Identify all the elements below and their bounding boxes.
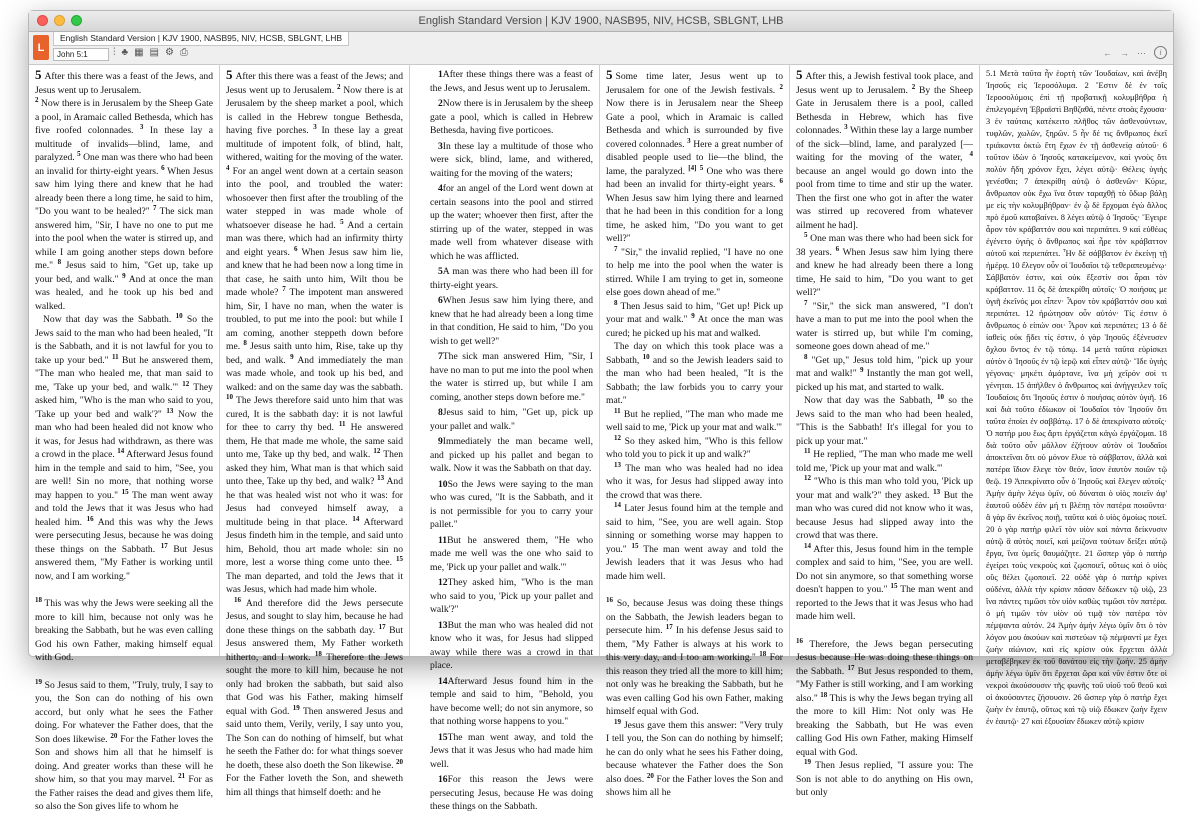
- verse-number: 9: [122, 271, 126, 280]
- niv-column[interactable]: [599, 64, 789, 798]
- verse-number: 5: [699, 163, 704, 172]
- verse-text: And he that was healed wist not who it was: for Jesus had conveyed himself away, a multitude being in that place.: [226, 476, 403, 528]
- verse-number: 11: [614, 406, 621, 415]
- verse-number: 6: [835, 244, 840, 253]
- verse-text: and so the Jewish leaders said to the man who had been healed, "It is the Sabbath; the law forbids you to carry your mat.": [606, 354, 783, 406]
- verse-text: In these lay a multitude of invalids—blind, lame, and paralyzed.: [35, 125, 213, 163]
- verse-text: Within these lay a large number of the sick—blind, lame, and paralyzed [—waiting for the moving of the water,: [796, 125, 973, 163]
- verse-number: 13: [933, 487, 941, 496]
- verse-text: Therefore, the Jews began persecuting Jesus because He was doing these things on the Sabbath.: [796, 638, 973, 677]
- verse-text: When Jesus saw him lying there and learned that he had been in this condition for a long time, he asked him, "Do you want to get well?": [606, 192, 783, 244]
- verse-number: 3: [687, 136, 691, 145]
- verse-text: Jesus said to him, "Get up, take up your bed, and walk.": [35, 260, 213, 285]
- verse-text: Afterward Jesus found him in the temple and said to him, "See, you are well! Sin no more, that nothing worse may happen to you.": [35, 449, 213, 501]
- verse-text: Now there is in Jerusalem near the Sheep Gate a pool, which in Aramaic is called Bethesda and which is surrounded by five covered colonnades.: [606, 98, 783, 150]
- verse-text: so the Jews said to the man who had been healed, "This is the Sabbath! It's illegal for you to pick up your mat.": [796, 395, 973, 447]
- chapter-number: 5: [226, 67, 233, 82]
- verse-text: But he answered them, "The man who healed me, that man said to me, 'Take up your bed, and walk.'": [35, 354, 213, 393]
- nasb-verse-line: [416, 619, 593, 673]
- verse-number: 16: [606, 595, 613, 604]
- verse-number: 16: [796, 636, 803, 645]
- verse-number: 7: [804, 298, 808, 307]
- nasb-verse-line: [416, 182, 593, 263]
- verse-text: Then Jesus said to him, "Get up! Pick up your mat and walk.": [606, 300, 783, 325]
- verse-number: 7: [282, 284, 286, 293]
- verse-number: 16: [86, 514, 94, 523]
- verse-text: This was why the Jews were seeking all the more to kill him, because not only was he breaking the Sabbath, but he was even calling God his own Father, making himself equal with God.: [35, 598, 213, 663]
- verse-number: 5: [340, 217, 344, 226]
- verse-number: 18: [314, 649, 322, 658]
- reference-input[interactable]: John 5:1: [53, 48, 109, 61]
- nasb-verse-line: [416, 265, 593, 292]
- nasb-column[interactable]: [409, 64, 599, 812]
- back-arrow-icon[interactable]: ←: [1103, 47, 1112, 58]
- verse-number: 5: [438, 266, 443, 277]
- verse-text: for an angel of the Lord went down at certain seasons into the pool and stirred up the water; whoever then first, after the stirring up of the water, stepped in was made well from whatever disease with which he was afflicted.: [430, 183, 593, 262]
- verse-text: But the man who was cured did not know who it was, because Jesus had slipped away into the crowd that was there.: [796, 489, 973, 541]
- verse-text: Then answered Jesus and said unto them, Verily, verily, I say unto you, The Son can do nothing of himself, but what he seeth the Father do: for what things soever he doeth, these also doeth the Son likewise.: [226, 705, 403, 771]
- verse-number: 3: [313, 122, 317, 131]
- esv-column[interactable]: [29, 64, 219, 812]
- verse-text: But Jesus answered them, My Father worketh hitherto, and I work.: [226, 624, 403, 663]
- verse-number: 20: [396, 757, 403, 766]
- verse-number: 12: [804, 473, 811, 482]
- visual-filter-icon[interactable]: ⫶: [113, 47, 116, 58]
- verse-number: 10: [937, 392, 944, 401]
- verse-number: 13: [614, 460, 621, 469]
- verse-number: 9: [859, 365, 864, 374]
- verse-text: "Who is this man who told you, 'Pick up your mat and walk'?" they asked.: [796, 476, 973, 501]
- panel-toolbar: [29, 32, 1173, 65]
- verse-text: In these lay a great multitude of impotent folk, of blind, halt, withered, waiting for the moving of the water.: [226, 125, 403, 163]
- verse-text: For the Father loveth the Son, and sheweth him all things that himself doeth: and he: [226, 773, 403, 798]
- verse-text: When Jesus saw him lie, and knew that he had been now a long time in that case, he saith unto him, Wilt thou be made whole?: [226, 246, 403, 298]
- verse-text: When Jesus saw him lying there, and knew that he had already been a long time in that condition, He said to him, "Do you wish to get well?": [430, 295, 593, 347]
- verse-number: 3: [139, 122, 144, 131]
- verse-text: Later Jesus found him at the temple and said to him, "See, you are well again. Stop sinning or something worse may happen to you.": [606, 503, 783, 555]
- verse-text: The day on which this took place was a Sabbath,: [606, 341, 783, 366]
- verse-text: But he answered them, "He who made me well was the one who said to me, 'Pick up your pallet and walk.'": [430, 534, 593, 573]
- verse-text: They asked him, "Who is the man who said to you, 'Pick up your pallet and walk'?": [430, 577, 593, 615]
- verse-number: 8: [57, 257, 62, 266]
- verse-number: 5: [804, 230, 808, 239]
- verse-text: The impotent man answered him, Sir, I have no man, when the water is troubled, to put me into the pool: but while I am coming, another steppeth down before me.: [226, 287, 403, 352]
- verse-text: Now the man who had been healed did not know who it was, for Jesus had withdrawn, as there was a crowd in the place.: [35, 408, 213, 460]
- verse-number: 18: [759, 649, 767, 658]
- verse-number: 11: [804, 446, 811, 455]
- verse-text: One who was there had been an invalid for thirty-eight years.: [606, 165, 783, 190]
- verse-text: Instantly the man got well, picked up his mat, and started to walk.: [796, 368, 973, 393]
- verse-text: After this there was a feast of the Jews, and Jesus went up to Jerusalem.: [35, 71, 213, 96]
- verse-text: For an angel went down at a certain season into the pool, and troubled the water: whosoever then first after the troubling of the water stepped in was made whole of whatsoever disease he had.: [226, 165, 403, 231]
- verse-number: 2: [336, 82, 341, 91]
- verse-number: 15: [396, 554, 403, 563]
- verse-number: 12: [182, 379, 190, 388]
- verse-text: One man was there who had been an invalid for thirty-eight years.: [35, 152, 213, 177]
- verse-text: The man departed, and told the Jews that it was Jesus, which had made him whole.: [226, 570, 403, 595]
- verse-number: 17: [847, 663, 855, 672]
- verse-number: 15: [121, 487, 129, 496]
- verse-text: Now there is in Jerusalem by the Sheep Gate a pool, in Aramaic called Bethesda, which has five roofed colonnades.: [35, 98, 214, 136]
- verse-text: Jesus gave them this answer: "Very truly I tell you, the Son can do nothing by himself; he can do only what he sees his Father doing, because whatever the Father does the Son also does.: [606, 719, 783, 785]
- nasb-verse-list: [416, 68, 593, 814]
- window-title: English Standard Version | KJV 1900, NASB95, NIV, HCSB, SBLGNT, LHB: [418, 15, 784, 27]
- verse-text: When Jesus saw him lying there and knew that he had already been there a long time, he said to him, "Do you want to be healed?": [35, 165, 213, 217]
- verse-text: because an angel would go down into the pool from time to time and stir up the water. Then the first one who got in after the water was stirred up recovered from whatever ailment he had].: [796, 165, 973, 231]
- verse-text: This is why the Jews began trying all the more to kill Him: Not only was He breaking the Sabbath, but He was even calling God His own Father, making Himself equal with God.: [796, 692, 973, 758]
- verse-number: 3: [438, 140, 443, 152]
- verse-text: One man was there who had been sick for 38 years.: [796, 233, 974, 258]
- verse-number: 8: [614, 298, 618, 307]
- verse-number: 8: [804, 352, 808, 361]
- verse-text: But Jesus answered them, "My Father is working until now, and I am working.": [35, 543, 214, 582]
- nasb-verse-line: [416, 731, 593, 772]
- verse-number: 7: [152, 203, 157, 212]
- verse-text: For as the Father raises the dead and gives them life, so also the Son gives life to whom he: [35, 774, 213, 812]
- verse-text: Then asked they him, What man is that which said unto thee, Take up thy bed, and walk?: [226, 449, 403, 487]
- verse-number: 15: [631, 541, 639, 550]
- verse-text: And this was why the Jews were persecuting Jesus, because he was doing these things on the Sabbath.: [35, 516, 213, 555]
- verse-number: 8: [243, 338, 247, 347]
- verse-text: For this reason the Jews were persecuting Jesus, because He was doing these things on the Sabbath.: [430, 774, 593, 812]
- verse-number: 16: [438, 774, 448, 785]
- verse-number: 19: [292, 703, 300, 712]
- verse-text: The man went away, and told the Jews that it was Jesus who had made him well.: [430, 731, 593, 770]
- verse-text: The man went and reported to the Jews that it was Jesus who had made him well.: [796, 584, 973, 622]
- verse-text: But he replied, "The man who made me well said to me, 'Pick up your mat and walk.'": [606, 408, 783, 433]
- verse-text: So the Jews were saying to the man who was cured, "It is the Sabbath, and it is not permissible for you to carry your pallet.": [430, 478, 593, 530]
- verse-number: 12: [373, 446, 381, 455]
- nasb-verse-line: [416, 675, 593, 729]
- verse-number: 19: [804, 757, 811, 766]
- verse-text: Therefore the Jews sought the more to kill him, because he not only had broken the sabbath, but said also that God was his Father, making himself equal with God.: [226, 651, 403, 717]
- verse-number: 2: [911, 82, 916, 91]
- nasb-verse-line: [416, 294, 593, 348]
- verse-number: 15: [890, 581, 898, 590]
- verse-text: He replied, "The man who made me well told me, 'Pick up your mat and walk.'": [796, 449, 973, 474]
- verse-number: 16: [234, 595, 241, 604]
- verse-text: Now there is in Jerusalem by the sheep gate a pool, which is called in Hebrew Bethesda, having five porticoes.: [430, 98, 593, 136]
- nasb-verse-line: [416, 140, 593, 181]
- verse-text: And therefore did the Jews persecute Jesus, and sought to slay him, because he had done these things on the sabbath day.: [226, 597, 403, 636]
- verse-text: So the Jews said to the man who had been healed, "It is the Sabbath, and it is not lawful for you to take up your bed.": [35, 314, 213, 366]
- verse-text: Now that day was the Sabbath,: [804, 395, 933, 406]
- verse-number: 20: [646, 771, 654, 780]
- verse-number: 11: [338, 419, 346, 428]
- verse-text: "Sir," the invalid replied, "I have no one to help me into the pool when the water is stirred. While I am trying to get in, someone else goes down ahead of me.": [606, 246, 783, 298]
- verse-number: 7: [438, 351, 443, 362]
- verse-text: Jesus saith unto him, Rise, take up thy bed, and walk.: [226, 341, 403, 366]
- verse-text: Now there is at Jerusalem by the sheep market a pool, which is called in the Hebrew tongue Bethesda, having five porches.: [226, 84, 403, 136]
- verse-number: 11: [111, 352, 119, 361]
- verse-number: 9: [691, 311, 695, 320]
- panel-tools: [113, 47, 188, 59]
- verse-number: 3: [844, 122, 848, 131]
- verse-text: By the Sheep Gate in Jerusalem there is a pool, called Bethesda in Hebrew, which has five colonnades.: [796, 84, 973, 136]
- verse-number: 13: [377, 473, 385, 482]
- nasb-verse-line: [416, 576, 593, 617]
- verse-text: The Jews therefore said unto him that was cured, It is the sabbath day: it is not lawful for thee to carry thy bed.: [226, 395, 403, 433]
- verse-number: 17: [665, 622, 673, 631]
- panel-menu-icon[interactable]: ⋯: [1137, 47, 1146, 58]
- verse-text: "Sir," the sick man answered, "I don't have a man to put me into the pool when the water is stirred up, but while I'm coming, someone goes down ahead of me.": [796, 300, 973, 352]
- nasb-verse-line: [416, 406, 593, 433]
- verse-number: 9: [438, 436, 443, 447]
- verse-text: When Jesus saw him lying there and knew he had already been there a long time, He said to him, "Do you want to get well?": [796, 246, 973, 298]
- inline-icon[interactable]: ♣: [121, 47, 129, 58]
- verse-text: A man was there who had been ill for thirty-eight years.: [430, 266, 593, 291]
- chapter-number: 5: [796, 67, 803, 82]
- verse-number: 6: [779, 176, 783, 185]
- verse-text: But the man who was healed did not know who it was, for Jesus had slipped away while there was a crowd in that place.: [430, 619, 593, 671]
- verse-text: In his defense Jesus said to them, "My Father is always at his work to this very day, and I too am working.": [606, 625, 783, 663]
- verse-text: After this, a Jewish festival took place, and Jesus went up to Jerusalem.: [796, 71, 973, 96]
- resource-icon[interactable]: ▦: [134, 47, 144, 58]
- verse-text: But Jesus responded to them, "My Father is still working, and I am working also.": [796, 665, 974, 704]
- verse-number: 6: [161, 163, 165, 172]
- verse-text: Here a great number of disabled people used to lie—the blind, the lame, the paralyzed.: [606, 138, 783, 177]
- info-icon[interactable]: i: [1154, 46, 1167, 59]
- verse-text: Afterward Jesus findeth him in the temple, and said unto him, Behold, thou art made whole: sin no more, lest a worse thing come unto thee.: [226, 516, 404, 568]
- nasb-verse-line: [416, 435, 593, 476]
- verse-number: 1: [438, 69, 443, 80]
- parallel-bible-columns: [29, 64, 1173, 812]
- verse-text: After this there was a feast of the Jews; and Jesus went up to Jerusalem.: [226, 71, 403, 96]
- verse-text: And a certain man was there, which had an infirmity thirty and eight years.: [226, 219, 403, 258]
- verse-number: 13: [166, 406, 174, 415]
- verse-text: For the Father loves the Son and shows him all he: [606, 773, 784, 798]
- verse-number: 7: [614, 244, 618, 253]
- nasb-verse-line: [416, 478, 593, 532]
- verse-number: 4: [226, 163, 230, 172]
- verse-number: 11: [438, 534, 448, 546]
- nasb-verse-line: [416, 97, 593, 138]
- verse-text: He answered them, He that made me whole, the same said unto me, Take up thy bed, and walk.: [226, 422, 403, 460]
- print-icon[interactable]: ⎙: [179, 47, 188, 58]
- verse-number: 12: [614, 433, 621, 442]
- verse-number: 17: [378, 622, 386, 631]
- app-window: [28, 10, 1174, 812]
- verse-text: For the Father loves the Son and shows him all that he himself is doing. And greater works than these will he show him, so that you may marvel.: [35, 733, 213, 785]
- hcsb-column[interactable]: [789, 64, 979, 798]
- verse-text: For this reason they tried all the more to kill him; not only was he breaking the Sabbath, but he was even calling God his own Father, making himself equal with God.: [606, 652, 783, 717]
- verse-number: 2: [35, 95, 39, 104]
- verse-number: 4: [438, 183, 443, 194]
- app-menu-icon[interactable]: L: [33, 35, 49, 60]
- verse-number: 20: [110, 731, 118, 740]
- kjv-column[interactable]: [219, 64, 409, 798]
- verse-number: 19: [614, 717, 621, 726]
- verse-number: 15: [438, 731, 448, 743]
- verse-number: 14: [352, 514, 360, 523]
- greek-text: 5.1 Μετὰ ταῦτα ἦν ἑορτὴ τῶν Ἰουδαίων, καὶ ἀνέβη Ἰησοῦς εἰς Ἱεροσόλυμα. 2 Ἔστιν δὲ ἐν τοῖς Ἱεροσολύμοις ἐπὶ τῇ προβατικῇ κολυμβήθρα ἡ ἐπιλεγομένη Ἑβραϊστὶ Βηθζαθά, πέντε στοὰς ἔχουσα· 3 ἐν ταύταις κατέκειτο πλῆθος τῶν ἀσθενούντων, τυφλῶν, χωλῶν, ξηρῶν. 5 ἦν δέ τις ἄνθρωπος ἐκεῖ τριάκοντα ὀκτὼ ἔτη ἔχων ἐν τῇ ἀσθενείᾳ αὐτοῦ· 6 τοῦτον ἰδὼν ὁ Ἰησοῦς κατακείμενον, καὶ γνοὺς ὅτι πολὺν ἤδη χρόνον ἔχει, λέγει αὐτῷ· Θέλεις ὑγιὴς γενέσθαι; 7 ἀπεκρίθη αὐτῷ ὁ ἀσθενῶν· Κύριε, ἄνθρωπον οὐκ ἔχω ἵνα ὅταν ταραχθῇ τὸ ὕδωρ βάλῃ με εἰς τὴν κολυμβήθραν· ἐν ᾧ δὲ ἔρχομαι ἐγὼ ἄλλος πρὸ ἐμοῦ καταβαίνει. 8 λέγει αὐτῷ ὁ Ἰησοῦς· Ἔγειρε ἆρον τὸν κράβαττόν σου καὶ περιπάτει. 9 καὶ εὐθέως ἐγένετο ὑγιὴς ὁ ἄνθρωπος καὶ ἦρε τὸν κράβαττον αὐτοῦ καὶ περιεπάτει. Ἦν δὲ σάββατον ἐν ἐκείνῃ τῇ ἡμέρᾳ. 10 ἔλεγον οὖν οἱ Ἰουδαῖοι τῷ τεθεραπευμένῳ· Σάββατόν ἐστιν, καὶ οὐκ ἔξεστίν σοι ἆραι τὸν κράβαττον. 11 ὃς δὲ ἀπεκρίθη αὐτοῖς· Ὁ ποιήσας με ὑγιῆ ἐκεῖνός μοι εἶπεν· Ἆρον τὸν κράβαττόν σου καὶ περιπάτει. 12 ἠρώτησαν οὖν αὐτόν· Τίς ἐστιν ὁ ἄνθρωπος ὁ εἰπών σοι· Ἆρον καὶ περιπάτει; 13 ὁ δὲ ἰαθεὶς οὐκ ᾔδει τίς ἐστιν, ὁ γὰρ Ἰησοῦς ἐξένευσεν ὄχλου ὄντος ἐν τῷ τόπῳ. 14 μετὰ ταῦτα εὑρίσκει αὐτὸν ὁ Ἰησοῦς ἐν τῷ ἱερῷ καὶ εἶπεν αὐτῷ· Ἴδε ὑγιὴς γέγονας· μηκέτι ἁμάρτανε, ἵνα μὴ χεῖρόν σοί τι γένηται. 15 ἀπῆλθεν ὁ ἄνθρωπος καὶ ἀνήγγειλεν τοῖς Ἰουδαίοις ὅτι Ἰησοῦς ἐστιν ὁ ποιήσας αὐτὸν ὑγιῆ. 16 καὶ διὰ τοῦτο ἐδίωκον οἱ Ἰουδαῖοι τὸν Ἰησοῦν ὅτι ταῦτα ἐποίει ἐν σαββάτῳ. 17 ὁ δὲ ἀπεκρίνατο αὐτοῖς· Ὁ πατήρ μου ἕως ἄρτι ἐργάζεται κἀγὼ ἐργάζομαι. 18 διὰ τοῦτο οὖν μᾶλλον ἐζήτουν αὐτὸν οἱ Ἰουδαῖοι ἀποκτεῖναι ὅτι οὐ μόνον ἔλυε τὸ σάββατον, ἀλλὰ καὶ πατέρα ἴδιον ἔλεγε τὸν θεόν, ἴσον ἑαυτὸν ποιῶν τῷ θεῷ. 19 Ἀπεκρίνατο οὖν ὁ Ἰησοῦς καὶ ἔλεγεν αὐτοῖς· Ἀμὴν ἀμὴν λέγω ὑμῖν, οὐ δύναται ὁ υἱὸς ποιεῖν ἀφ' ἑαυτοῦ οὐδὲν ἐὰν μή τι βλέπῃ τὸν πατέρα ποιοῦντα· ἃ γὰρ ἂν ἐκεῖνος ποιῇ, ταῦτα καὶ ὁ υἱὸς ὁμοίως ποιεῖ. 20 ὁ γὰρ πατὴρ φιλεῖ τὸν υἱὸν καὶ πάντα δείκνυσιν αὐτῷ ἃ αὐτὸς ποιεῖ, καὶ μείζονα τούτων δείξει αὐτῷ ἔργα, ἵνα ὑμεῖς θαυμάζητε. 21 ὥσπερ γὰρ ὁ πατὴρ ἐγείρει τοὺς νεκροὺς καὶ ζῳοποιεῖ, οὕτως καὶ ὁ υἱὸς οὓς θέλει ζῳοποιεῖ. 22 οὐδὲ γὰρ ὁ πατὴρ κρίνει οὐδένα, ἀλλὰ τὴν κρίσιν πᾶσαν δέδωκεν τῷ υἱῷ, 23 ἵνα πάντες τιμῶσι τὸν υἱὸν καθὼς τιμῶσι τὸν πατέρα. ὁ μὴ τιμῶν τὸν υἱὸν οὐ τιμᾷ τὸν πατέρα τὸν πέμψαντα αὐτόν. 24 Ἀμὴν ἀμὴν λέγω ὑμῖν ὅτι ὁ τὸν λόγον μου ἀκούων καὶ πιστεύων τῷ πέμψαντί με ἔχει ζωὴν αἰώνιον, καὶ εἰς κρίσιν οὐκ ἔρχεται ἀλλὰ μεταβέβηκεν ἐκ τοῦ θανάτου εἰς τὴν ζωήν. 25 ἀμὴν ἀμὴν λέγω ὑμῖν ὅτι ἔρχεται ὥρα καὶ νῦν ἐστιν ὅτε οἱ νεκροὶ ἀκούσουσιν τῆς φωνῆς τοῦ υἱοῦ τοῦ θεοῦ καὶ οἱ ἀκούσαντες ζήσουσιν. 26 ὥσπερ γὰρ ὁ πατὴρ ἔχει ζωὴν ἐν ἑαυτῷ, οὕτως καὶ τῷ υἱῷ ἔδωκεν ζωὴν ἔχειν ἐν ἑαυτῷ· 27 καὶ ἐξουσίαν ἔδωκεν αὐτῷ κρίσιν: [986, 69, 1167, 726]
- display-settings-icon[interactable]: ⚙: [164, 47, 174, 58]
- verse-number: 2: [779, 82, 783, 91]
- verse-text: The man who was healed had no idea who it was, for Jesus had slipped away into the crowd that was there.: [606, 462, 783, 501]
- verse-number: 18: [35, 595, 42, 604]
- verse-text: After this, Jesus found him in the temple complex and said to him, "See, you are well. Do not sin anymore, so that something worse doesn't happen to you.": [796, 543, 973, 595]
- verse-number: 10: [226, 392, 233, 401]
- verse-number: 21: [178, 771, 186, 780]
- verse-number: 14: [614, 500, 621, 509]
- verse-number: 9: [290, 352, 294, 361]
- verse-number: 10: [438, 478, 448, 490]
- verse-text: So they asked him, "Who is this fellow who told you to pick it up and walk?": [606, 435, 783, 460]
- verse-text: The man went away and told the Jewish leaders that it was Jesus who had made him well.: [606, 543, 783, 582]
- verse-text: Then Jesus replied, "I assure you: The Son is not able to do anything on His own, but only: [796, 760, 973, 798]
- nasb-verse-line: [416, 773, 593, 814]
- forward-arrow-icon[interactable]: →: [1120, 47, 1129, 58]
- verse-text: So, because Jesus was doing these things on the Sabbath, the Jewish leaders began to persecute him.: [606, 598, 783, 636]
- verse-text: Some time later, Jesus went up to Jerusalem for one of the Jewish festivals.: [606, 71, 783, 96]
- resource-tab[interactable]: English Standard Version | KJV 1900, NASB95, NIV, HCSB, SBLGNT, LHB: [53, 32, 349, 46]
- title-bar: [29, 11, 1173, 32]
- verse-number: 5: [77, 149, 81, 158]
- footnote-marker[interactable]: [4]: [688, 163, 697, 172]
- verse-text: Afterward Jesus found him in the temple and said to him, "Behold, you have become well; do not sin anymore, so that nothing worse happens to you.": [430, 675, 593, 727]
- verse-number: 2: [438, 98, 443, 109]
- verse-text: The sick man answered him, "Sir, I have no one to put me into the pool when the water is stirred up, and while I am going another steps down before me.": [35, 206, 213, 271]
- nasb-verse-line: [416, 350, 593, 404]
- nasb-verse-line: [416, 534, 593, 575]
- verse-number: 10: [642, 352, 650, 361]
- verse-text: The man went away and told the Jews that it was Jesus who had healed him.: [35, 489, 213, 528]
- verse-text: The sick man answered Him, "Sir, I have no man to put me into the pool when the water is stirred up, but while I am coming, another steps down before me.": [430, 351, 593, 403]
- verse-number: 17: [160, 541, 168, 550]
- verse-number: 19: [35, 677, 42, 686]
- verse-text: Now that day was the Sabbath.: [43, 314, 172, 325]
- verse-number: 6: [294, 244, 298, 253]
- verse-number: 14: [117, 446, 125, 455]
- verse-text: So Jesus said to them, "Truly, truly, I say to you, the Son can do nothing of his own accord, but only what he sees the Father doing. For whatever the Father does, that the Son does likewise.: [35, 679, 213, 745]
- verse-number: 12: [438, 577, 448, 588]
- verse-number: 4: [969, 149, 974, 158]
- verse-number: 18: [820, 690, 828, 699]
- bookmark-icon[interactable]: ▤: [149, 47, 159, 58]
- verse-text: Immediately the man became well, and picked up his pallet and began to walk. Now it was the Sabbath on that day.: [430, 436, 593, 474]
- verse-text: After these things there was a feast of the Jews, and Jesus went up to Jerusalem.: [430, 69, 593, 94]
- sblgnt-column[interactable]: [979, 64, 1173, 726]
- verse-number: 10: [175, 311, 183, 320]
- chapter-number: 5: [35, 67, 42, 82]
- verse-number: 14: [438, 675, 448, 687]
- verse-text: They asked him, "Who is the man who said to you, 'Take up your bed and walk'?": [35, 381, 213, 420]
- panel-right-tools: [1103, 46, 1167, 59]
- verse-number: 6: [438, 295, 443, 306]
- nasb-verse-line: [416, 68, 593, 95]
- verse-text: Jesus said to him, "Get up, pick up your pallet and walk.": [430, 407, 593, 432]
- verse-text: "Get up," Jesus told him, "pick up your mat and walk!": [796, 354, 973, 379]
- verse-text: At once the man was cured; he picked up his mat and walked.: [606, 314, 784, 339]
- verse-number: 14: [804, 541, 811, 550]
- verse-text: In these lay a multitude of those who were sick, blind, lame, and withered, waiting for the moving of the waters;: [430, 140, 593, 179]
- verse-text: And immediately the man was made whole, and took up his bed, and walked: and on the same day was the sabbath.: [226, 354, 403, 393]
- chapter-number: 5: [606, 67, 613, 82]
- verse-number: 8: [438, 407, 443, 418]
- verse-text: And at once the man was healed, and he took up his bed and walked.: [35, 273, 213, 312]
- verse-number: 13: [438, 619, 448, 631]
